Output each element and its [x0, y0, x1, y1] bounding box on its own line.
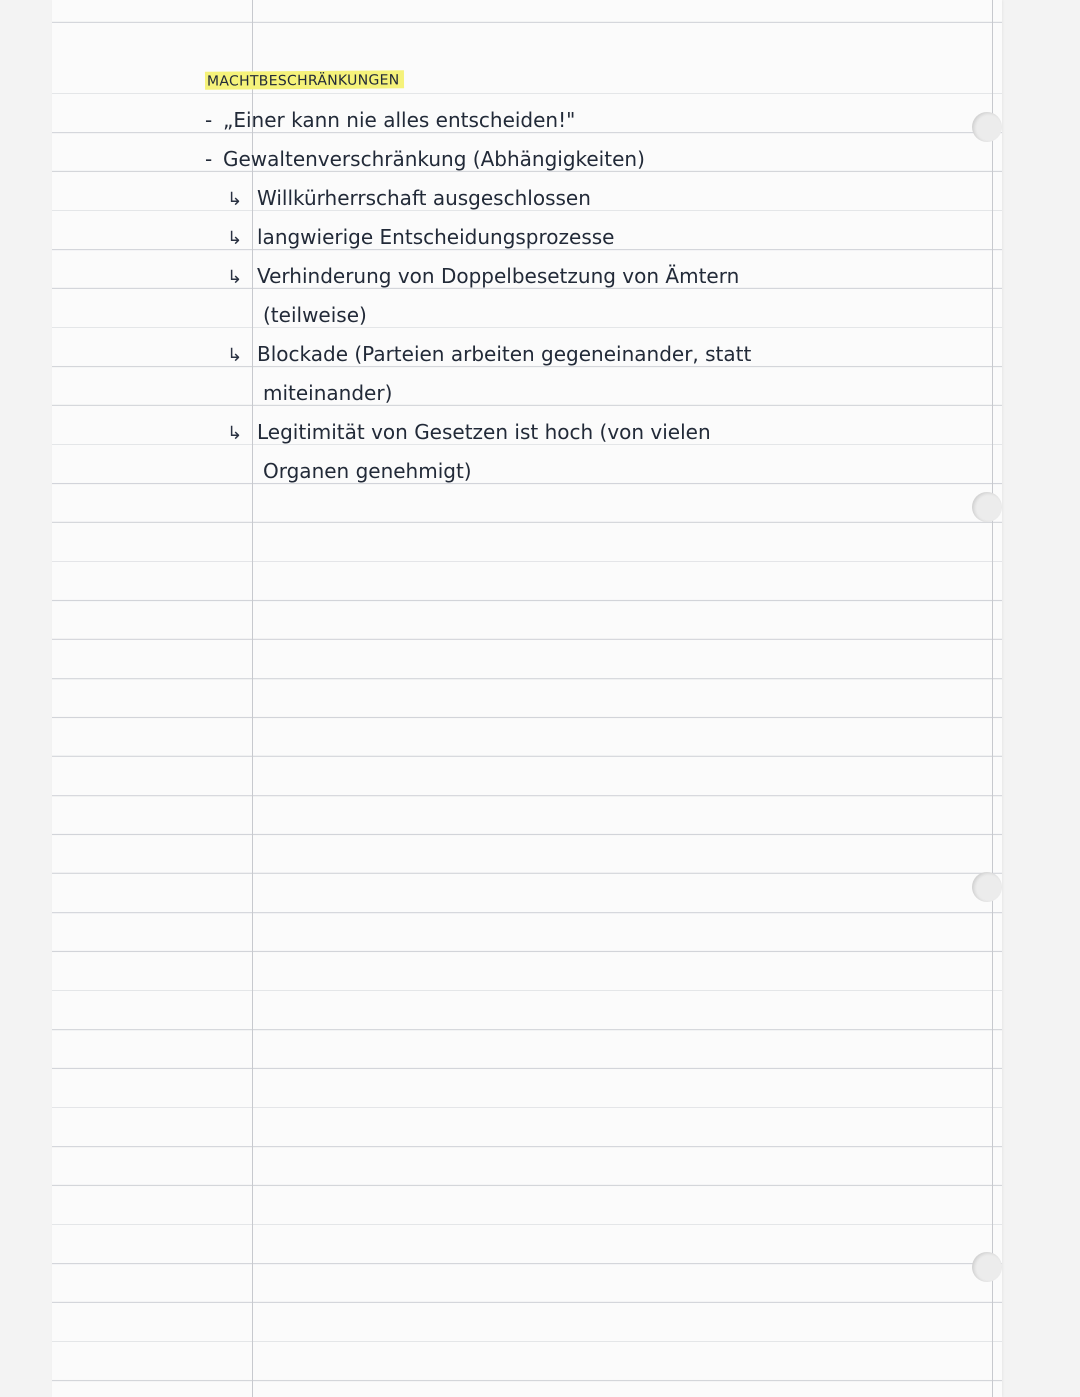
note-continuation: Organen genehmigt) [263, 459, 472, 483]
arrow-icon: ↳ [227, 189, 243, 210]
handwritten-notes [205, 66, 935, 491]
note-line [205, 101, 935, 140]
note-subline [227, 335, 935, 374]
note-text: Legitimität von Gesetzen ist hoch (von vielen [257, 420, 711, 444]
note-subline [227, 257, 935, 296]
note-text: „Einer kann nie alles entscheiden!" [223, 108, 576, 132]
punch-hole [972, 492, 1002, 522]
punch-hole [972, 112, 1002, 142]
arrow-icon: ↳ [227, 267, 243, 288]
note-text: Verhinderung von Doppelbesetzung von Ämtern [257, 264, 740, 288]
note-subline [227, 413, 935, 452]
arrow-icon: ↳ [227, 228, 243, 249]
punch-hole [972, 872, 1002, 902]
arrow-icon: ↳ [227, 423, 243, 444]
arrow-icon: ↳ [227, 345, 243, 366]
note-continuation: (teilweise) [263, 303, 367, 327]
note-subline [227, 179, 935, 218]
note-text: Willkürherrschaft ausgeschlossen [257, 186, 591, 210]
note-text: langwierige Entscheidungsprozesse [257, 225, 615, 249]
note-text: Gewaltenverschränkung (Abhängigkeiten) [223, 147, 645, 171]
note-continuation: miteinander) [263, 381, 393, 405]
right-margin-line [992, 0, 993, 1397]
note-line [205, 140, 935, 179]
note-text: Blockade (Parteien arbeiten gegeneinander, statt [257, 342, 752, 366]
note-subline [227, 218, 935, 257]
notes-title: MACHTBESCHRÄNKUNGEN [205, 70, 404, 89]
punch-hole [972, 1252, 1002, 1282]
dash-bullet: - [205, 108, 213, 132]
dash-bullet: - [205, 147, 213, 171]
